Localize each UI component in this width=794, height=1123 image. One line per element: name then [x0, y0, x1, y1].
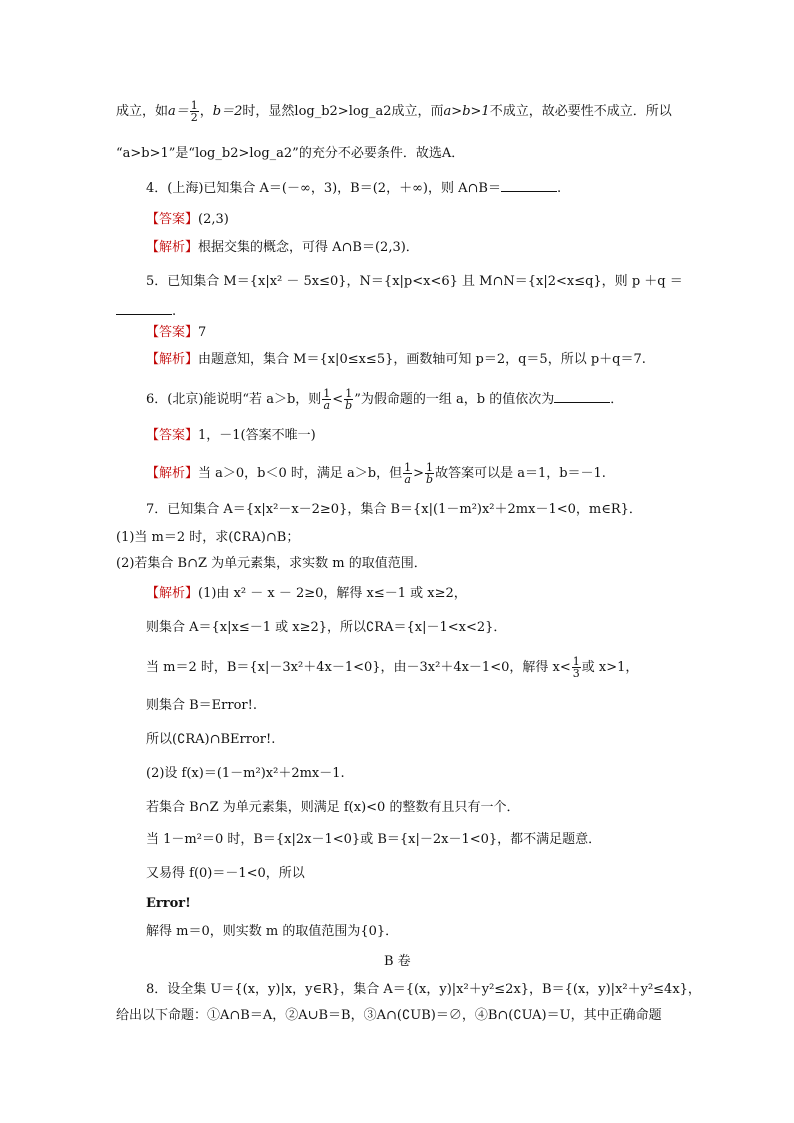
q4-analysis: 【解析】根据交集的概念，可得 A∩B＝(2,3)． — [146, 240, 419, 255]
section-b-heading: B 卷 — [384, 954, 411, 969]
question-4: 4．(上海)已知集合 A＝(－∞，3)，B＝(2，＋∞)，则 A∩B＝ . — [146, 181, 562, 196]
answer-blank — [501, 179, 557, 192]
q7-sub-1: (1)当 m＝2 时，求(∁RA)∩B； — [116, 530, 300, 545]
question-6: 6．(北京)能说明“若 a＞b，则 $\frac{1}{a}$ < $\frac{1}{b}$ ”为假命题的一组 a，b 的值依次为 ． — [146, 387, 624, 412]
q7-analysis-4: 则集合 B＝Error!. — [146, 698, 258, 713]
q7-analysis-6: (2)设 f(x)＝(1－m²)x²＋2mx－1. — [146, 766, 345, 781]
question-5: 5．已知集合 M＝{x|x² － 5x≤0}，N＝{x|p<x<6} 且 M∩N＝{x|2<x≤q}，则 p ＋q ＝ — [146, 274, 683, 289]
q7-analysis-3: 当 m＝2 时，B＝{x|－3x²＋4x－1<0}，由－3x²＋4x－1<0，解得 x< $\frac{1}{3}$ 或 x>1， — [146, 655, 639, 680]
q7-analysis-2: 则集合 A＝{x|x≤－1 或 x≥2}，所以∁RA＝{x|－1<x<2}． — [146, 620, 507, 635]
intro-line-2: “a>b>1”是“log_b2>log_a2”的充分不必要条件．故选A． — [116, 146, 465, 161]
q4-answer: 【答案】(2,3) — [146, 212, 229, 227]
q5-analysis: 【解析】由题意知，集合 M＝{x|0≤x≤5}，画数轴可知 p＝2，q＝5，所以 p＋q＝7. — [146, 352, 646, 367]
answer-blank — [116, 302, 172, 315]
q7-sub-2: (2)若集合 B∩Z 为单元素集，求实数 m 的取值范围． — [116, 556, 427, 571]
q7-analysis-10: Error! — [146, 896, 191, 911]
q5-answer: 【答案】7 — [146, 325, 207, 340]
fraction-one-half: $\frac{1}{2}$ — [190, 99, 198, 124]
intro-line-1: 成立，如a＝ $\frac{1}{2}$ ，b＝2时，显然log_b2>log_a2成立，而a>b>1不成立，故必要性不成立．所以 — [116, 99, 672, 124]
question-7: 7．已知集合 A＝{x|x²－x－2≥0}，集合 B＝{x|(1－m²)x²＋2mx－1<0，m∈R}． — [146, 502, 642, 517]
q7-analysis-7: 若集合 B∩Z 为单元素集，则满足 f(x)<0 的整数有且只有一个． — [146, 800, 520, 815]
q7-analysis-5: 所以(∁RA)∩BError!. — [146, 732, 276, 747]
q5-blank-line: . — [116, 302, 176, 320]
q7-analysis-9: 又易得 f(0)＝－1<0，所以 — [146, 866, 305, 881]
q7-analysis-1: 【解析】(1)由 x² － x － 2≥0，解得 x≤－1 或 x≥2， — [146, 586, 467, 601]
q7-analysis-11: 解得 m＝0，则实数 m 的取值范围为{0}． — [146, 924, 399, 939]
question-8-line-1: 8．设全集 U＝{(x，y)|x，y∈R}，集合 A＝{(x，y)|x²＋y²≤2x}，B＝{(x，y)|x²＋y²≤4x}， — [146, 982, 701, 997]
q6-analysis: 【解析】当 a＞0，b＜0 时，满足 a＞b，但 $\frac{1}{a}$ > $\frac{1}{b}$ 故答案可以是 a＝1，b＝－1. — [146, 461, 606, 486]
question-8-line-2: 给出以下命题：①A∩B＝A，②A∪B＝B，③A∩(∁UB)＝∅，④B∩(∁UA)＝U，其中正确命题 — [116, 1008, 662, 1023]
answer-blank — [554, 390, 610, 403]
q6-answer: 【答案】1，－1(答案不唯一) — [146, 428, 316, 443]
q7-analysis-8: 当 1－m²＝0 时，B＝{x|2x－1<0}或 B＝{x|－2x－1<0}，都不满足题意． — [146, 832, 602, 847]
